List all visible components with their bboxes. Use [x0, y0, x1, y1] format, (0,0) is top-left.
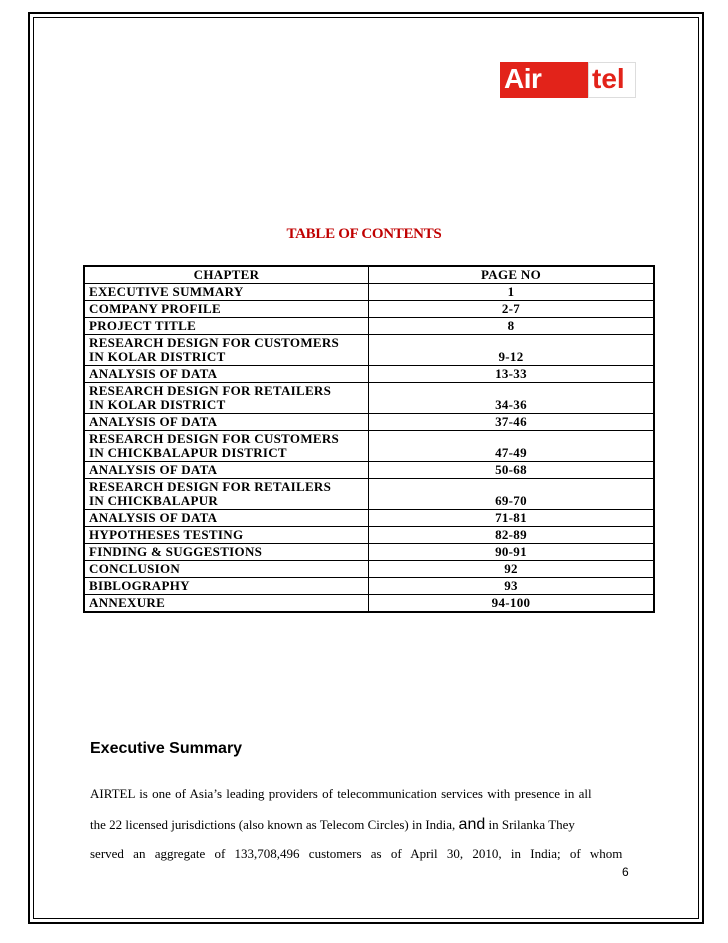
toc-row: [84, 462, 654, 479]
toc-page-cell: 69-70: [369, 479, 655, 510]
toc-chapter-line: RESEARCH DESIGN FOR RETAILERS: [89, 383, 332, 398]
toc-page-cell: 34-36: [369, 383, 655, 414]
paragraph-line: AIRTEL is one of Asia’s leading providers of telecommunication services with presence in all: [90, 786, 592, 801]
toc-page-cell: 93: [369, 578, 655, 595]
logo-text-tel: tel: [592, 63, 625, 94]
toc-page-cell: 71-81: [369, 510, 655, 527]
toc-title: TABLE OF CONTENTS: [286, 226, 442, 242]
toc-chapter-line: IN KOLAR DISTRICT: [89, 349, 226, 364]
toc-page-cell: 82-89: [369, 527, 655, 544]
page-number: 6: [622, 865, 629, 879]
toc-row: [84, 595, 654, 613]
toc-chapter-line: ANALYSIS OF DATA: [89, 414, 218, 429]
toc-chapter-cell: [84, 479, 369, 510]
toc-row: [84, 414, 654, 431]
toc-row: [84, 561, 654, 578]
toc-page-cell: 47-49: [369, 431, 655, 462]
toc-chapter-cell: [84, 284, 369, 301]
paragraph-text: and: [458, 816, 486, 833]
toc-page-cell: 1: [369, 284, 655, 301]
toc-chapter-line: CONCLUSION: [89, 561, 181, 576]
toc-chapter-cell: [84, 318, 369, 335]
toc-chapter-line: RESEARCH DESIGN FOR CUSTOMERS: [89, 431, 340, 446]
paragraph-text: the 22 licensed jurisdictions (also known as Telecom Circles) in India,: [90, 817, 456, 832]
toc-chapter-line: RESEARCH DESIGN FOR RETAILERS: [89, 479, 332, 494]
toc-row: [84, 510, 654, 527]
toc-chapter-cell: [84, 335, 369, 366]
toc-chapter-line: FINDING & SUGGESTIONS: [89, 544, 263, 559]
toc-chapter-cell: [84, 462, 369, 479]
toc-chapter-line: RESEARCH DESIGN FOR CUSTOMERS: [89, 335, 340, 350]
toc-header-chapter: CHAPTER: [84, 266, 369, 284]
toc-page-cell: 37-46: [369, 414, 655, 431]
toc-row: [84, 366, 654, 383]
toc-row: [84, 383, 654, 414]
toc-row: [84, 544, 654, 561]
toc-page-cell: 50-68: [369, 462, 655, 479]
toc-chapter-line: EXECUTIVE SUMMARY: [89, 284, 244, 299]
toc-row: [84, 335, 654, 366]
toc-chapter-cell: [84, 414, 369, 431]
toc-chapter-cell: [84, 366, 369, 383]
paragraph-line: [90, 816, 638, 834]
toc-chapter-line: BIBLOGRAPHY: [89, 578, 190, 593]
toc-chapter-line: HYPOTHESES TESTING: [89, 527, 244, 542]
toc-page-cell: 9-12: [369, 335, 655, 366]
toc-row: [84, 578, 654, 595]
toc-chapter-cell: [84, 595, 369, 613]
toc-chapter-cell: [84, 431, 369, 462]
toc-chapter-line: ANALYSIS OF DATA: [89, 366, 218, 381]
toc-chapter-cell: [84, 383, 369, 414]
logo-text-air: Air: [504, 63, 542, 94]
toc-chapter-cell: [84, 561, 369, 578]
toc-row: [84, 301, 654, 318]
toc-chapter-line: IN CHICKBALAPUR: [89, 493, 219, 508]
airtel-logo: [500, 62, 636, 100]
toc-chapter-line: COMPANY PROFILE: [89, 301, 221, 316]
toc-page-cell: 13-33: [369, 366, 655, 383]
toc-chapter-line: PROJECT TITLE: [89, 318, 197, 333]
toc-table: [83, 265, 655, 613]
toc-header-page: PAGE NO: [369, 266, 655, 284]
toc-row: [84, 431, 654, 462]
toc-chapter-line: ANALYSIS OF DATA: [89, 510, 218, 525]
toc-chapter-cell: [84, 544, 369, 561]
toc-chapter-line: IN KOLAR DISTRICT: [89, 397, 226, 412]
toc-page-cell: 92: [369, 561, 655, 578]
toc-chapter-cell: [84, 578, 369, 595]
toc-page-cell: 94-100: [369, 595, 655, 613]
toc-page-cell: 8: [369, 318, 655, 335]
toc-chapter-cell: [84, 301, 369, 318]
toc-row: [84, 284, 654, 301]
toc-row: [84, 527, 654, 544]
section-heading: Executive Summary: [90, 740, 243, 757]
toc-page-cell: 2-7: [369, 301, 655, 318]
toc-row: [84, 318, 654, 335]
paragraph-line: served an aggregate of 133,708,496 customers as of April 30, 2010, in India; of whom: [90, 846, 623, 861]
toc-chapter-line: ANNEXURE: [89, 595, 166, 610]
toc-chapter-line: ANALYSIS OF DATA: [89, 462, 218, 477]
toc-chapter-cell: [84, 510, 369, 527]
toc-row: [84, 479, 654, 510]
toc-chapter-line: IN CHICKBALAPUR DISTRICT: [89, 445, 287, 460]
paragraph-text: in Srilanka They: [488, 817, 575, 832]
toc-chapter-cell: [84, 527, 369, 544]
toc-page-cell: 90-91: [369, 544, 655, 561]
